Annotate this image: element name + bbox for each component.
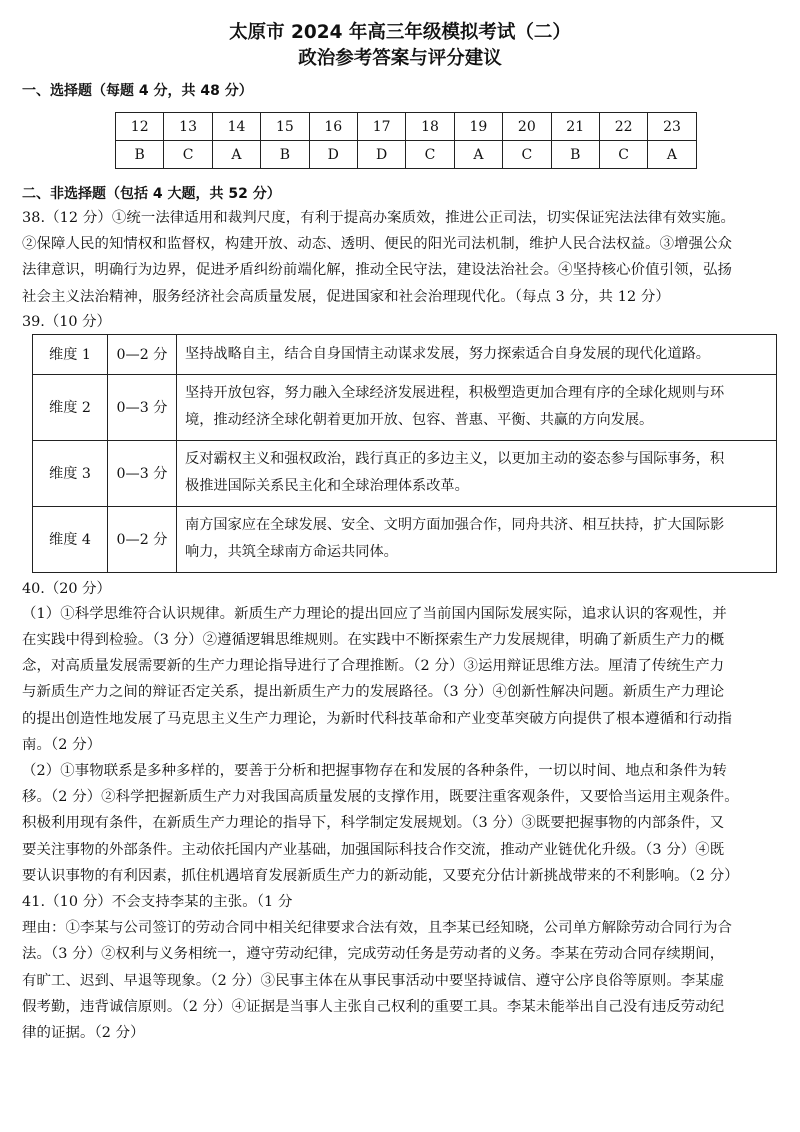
- text-line: 念，对高质量发展需要新的生产力理论指导进行了合理推断。（2 分）③运用辩证思维方法。厘清了传统生产力: [22, 658, 725, 675]
- question-number-row: [116, 113, 697, 141]
- text-line: 积极利用现有条件，在新质生产力理论的指导下，科学制定发展规划。（3 分）③既要把握事物的内部条件，又: [22, 815, 725, 832]
- answer-letter: D: [357, 141, 405, 169]
- q38-answer: [22, 205, 778, 310]
- page-subtitle: 政治参考答案与评分建议: [298, 48, 502, 69]
- question-number: 15: [261, 113, 309, 141]
- text-line: 法律意识，明确行为边界，促进矛盾纠纷前端化解，推动全民守法，建设法治社会。④坚持核心价值引领，弘扬: [22, 262, 733, 279]
- dimension-label: 维度 4: [33, 506, 108, 572]
- answer-letter: C: [599, 141, 647, 169]
- dimension-description: [177, 440, 777, 506]
- question-number: 16: [309, 113, 357, 141]
- question-number: 22: [599, 113, 647, 141]
- question-number: 23: [648, 113, 696, 141]
- text-line: 极推进国际关系民主化和全球治理体系改革。: [185, 478, 469, 495]
- q41-answer: [22, 889, 778, 1046]
- text-line: 响力，共筑全球南方命运共同体。: [185, 544, 398, 561]
- text-line: 社会主义法治精神，服务经济社会高质量发展，促进国家和社会治理现代化。（每点 3 分，共 12 分）: [22, 288, 670, 305]
- dimension-description: [177, 374, 777, 440]
- answer-letter: D: [309, 141, 357, 169]
- answer-letter: A: [454, 141, 502, 169]
- question-number: 21: [551, 113, 599, 141]
- question-number: 14: [212, 113, 260, 141]
- answer-letter: C: [503, 141, 551, 169]
- dimension-label: 维度 1: [33, 334, 108, 374]
- question-number: 18: [406, 113, 454, 141]
- text-line: ②保障人民的知情权和监督权，构建开放、动态、透明、便民的阳光司法机制，维护人民合法权益。③增强公众: [22, 236, 733, 253]
- text-line: 法。（3 分）②权利与义务相统一，遵守劳动纪律，完成劳动任务是劳动者的义务。李某在劳动合同存续期间，: [22, 946, 725, 963]
- answer-letter: A: [648, 141, 696, 169]
- text-line: 境，推动经济全球化朝着更加开放、包容、普惠、平衡、共赢的方向发展。: [185, 412, 654, 429]
- text-line: 南方国家应在全球发展、安全、文明方面加强合作，同舟共济、相互扶持，扩大国际影: [185, 517, 725, 534]
- text-line: 的提出创造性地发展了马克思主义生产力理论，为新时代科技革命和产业变革突破方向提供了根本遵循和行动指: [22, 710, 733, 727]
- text-line: 律的证据。（2 分）: [22, 1025, 145, 1042]
- answer-letter: A: [212, 141, 260, 169]
- dimension-row: [33, 440, 777, 506]
- text-line: （1）①科学思维符合认识规律。新质生产力理论的提出回应了当前国内国际发展实际，追求认识的客观性，并: [22, 605, 727, 622]
- dimension-label: 维度 3: [33, 440, 108, 506]
- text-line: 要关注事物的外部条件。主动依托国内产业基础，加强国际科技合作交流，推动产业链优化升级。（3 分）④既: [22, 841, 725, 858]
- q39-dimension-table: [32, 334, 777, 573]
- text-line: 38.（12 分）①统一法律适用和裁判尺度，有利于提高办案质效，推进公正司法，切实保证宪法法律有效实施。: [22, 210, 735, 226]
- section2-heading: 二、非选择题（包括 4 大题，共 52 分）: [22, 186, 281, 202]
- answer-letter: B: [261, 141, 309, 169]
- question-number: 13: [164, 113, 212, 141]
- text-line: 与新质生产力之间的辩证否定关系，提出新质生产力的发展路径。（3 分）④创新性解决问题。新质生产力理论: [22, 684, 725, 701]
- dimension-description: [177, 506, 777, 572]
- text-line: 坚持战略自主，结合自身国情主动谋求发展，努力探索适合自身发展的现代化道路。: [185, 345, 710, 362]
- text-line: 反对霸权主义和强权政治，践行真正的多边主义，以更加主动的姿态参与国际事务，积: [185, 451, 725, 468]
- dimension-description: [177, 334, 777, 374]
- section1-heading: 一、选择题（每题 4 分，共 48 分）: [22, 83, 253, 99]
- text-line: 理由：①李某与公司签订的劳动合同中相关纪律要求合法有效，且李某已经知晓，公司单方解除劳动合同行为合: [22, 920, 733, 937]
- page-title: 太原市 2024 年高三年级模拟考试（二）: [229, 22, 571, 43]
- text-line: 假考勤，违背诚信原则。（2 分）④证据是当事人主张自己权利的重要工具。李某未能举出自己没有违反劳动纪: [22, 998, 725, 1015]
- text-line: 在实践中得到检验。（3 分）②遵循逻辑思维规则。在实践中不断探索生产力发展规律，明确了新质生产力的概: [22, 632, 725, 649]
- dimension-score: 0—3 分: [108, 440, 177, 506]
- question-number: 12: [116, 113, 164, 141]
- answer-letter: C: [406, 141, 454, 169]
- dimension-label: 维度 2: [33, 374, 108, 440]
- text-line: 移。（2 分）②科学把握新质生产力对我国高质量发展的支撑作用，既要注重客观条件，又要恰当运用主观条件。: [22, 789, 739, 806]
- text-line: 坚持开放包容，努力融入全球经济发展进程，积极塑造更加合理有序的全球化规则与环: [185, 385, 725, 402]
- text-line: 41.（10 分）不会支持李某的主张。（1 分: [22, 894, 293, 911]
- answer-letter: B: [551, 141, 599, 169]
- answer-letter: C: [164, 141, 212, 169]
- question-number: 17: [357, 113, 405, 141]
- text-line: 南。（2 分）: [22, 736, 102, 753]
- q40-heading: 40.（20 分）: [22, 580, 111, 597]
- text-line: （2）①事物联系是多种多样的，要善于分析和把握事物存在和发展的各种条件，一切以时间、地点和条件为转: [22, 763, 727, 780]
- dimension-row: [33, 374, 777, 440]
- dimension-score: 0—3 分: [108, 374, 177, 440]
- text-line: 要认识事物的有利因素，抓住机遇培育发展新质生产力的新动能，又要充分估计新挑战带来的不利影响。（2 分）: [22, 867, 739, 884]
- text-line: 有旷工、迟到、早退等现象。（2 分）③民事主体在从事民事活动中要坚持诚信、遵守公序良俗等原则。李某虚: [22, 972, 725, 989]
- answer-letter: B: [116, 141, 164, 169]
- q40-part2-answer: [22, 758, 778, 889]
- dimension-score: 0—2 分: [108, 506, 177, 572]
- question-number: 19: [454, 113, 502, 141]
- answer-letter-row: [116, 141, 697, 169]
- q40-part1-answer: [22, 601, 778, 758]
- dimension-row: [33, 334, 777, 374]
- q39-heading: 39.（10 分）: [22, 313, 111, 330]
- dimension-score: 0—2 分: [108, 334, 177, 374]
- dimension-row: [33, 506, 777, 572]
- multiple-choice-answer-table: [115, 112, 697, 169]
- question-number: 20: [503, 113, 551, 141]
